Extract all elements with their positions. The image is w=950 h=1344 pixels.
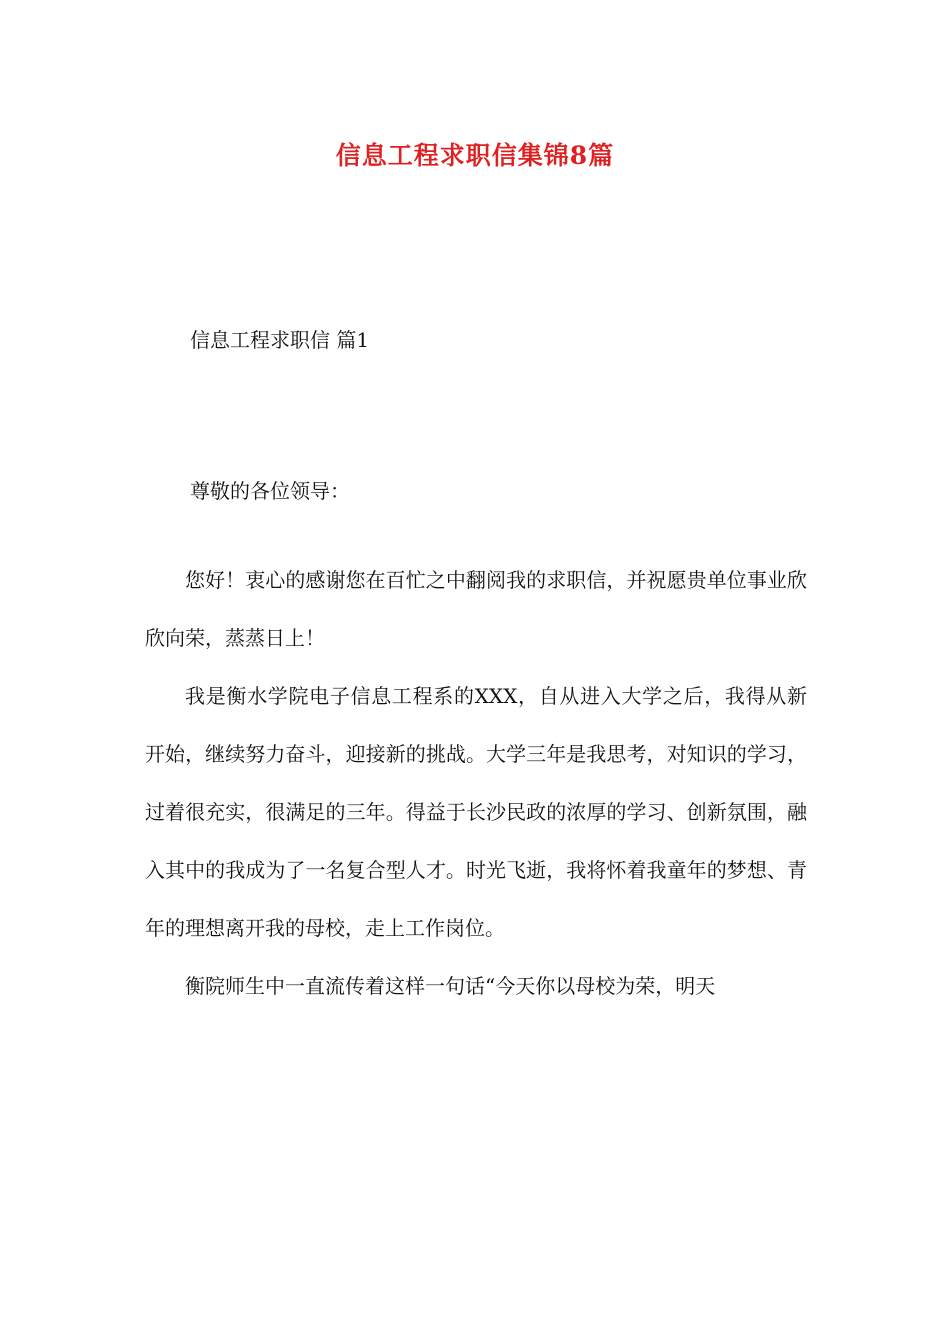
section-heading: 信息工程求职信 篇1 <box>190 328 370 352</box>
paragraph-greeting: 您好！衷心的感谢您在百忙之中翻阅我的求职信，并祝愿贵单位事业欣欣向荣，蒸蒸日上！ <box>145 568 807 650</box>
salutation: 尊敬的各位领导： <box>190 479 350 503</box>
paragraph-introduction: 我是衡水学院电子信息工程系的XXX，自从进入大学之后，我得从新开始，继续努力奋斗，迎接新的挑战。大学三年是我思考，对知识的学习，过着很充实，很满足的三年。得益于长沙民政的浓厚的学习、创新氛围，融入其中的我成为了一名复合型人才。时光飞逝，我将怀着我童年的梦想、青年的理想离开我的母校，走上工作岗位。 <box>145 684 807 940</box>
paragraph-motto: 衡院师生中一直流传着这样一句话“今天你以母校为荣，明天 <box>185 974 716 998</box>
letter-body <box>145 551 807 1015</box>
document-title: 信息工程求职信集锦8篇 <box>335 141 615 170</box>
